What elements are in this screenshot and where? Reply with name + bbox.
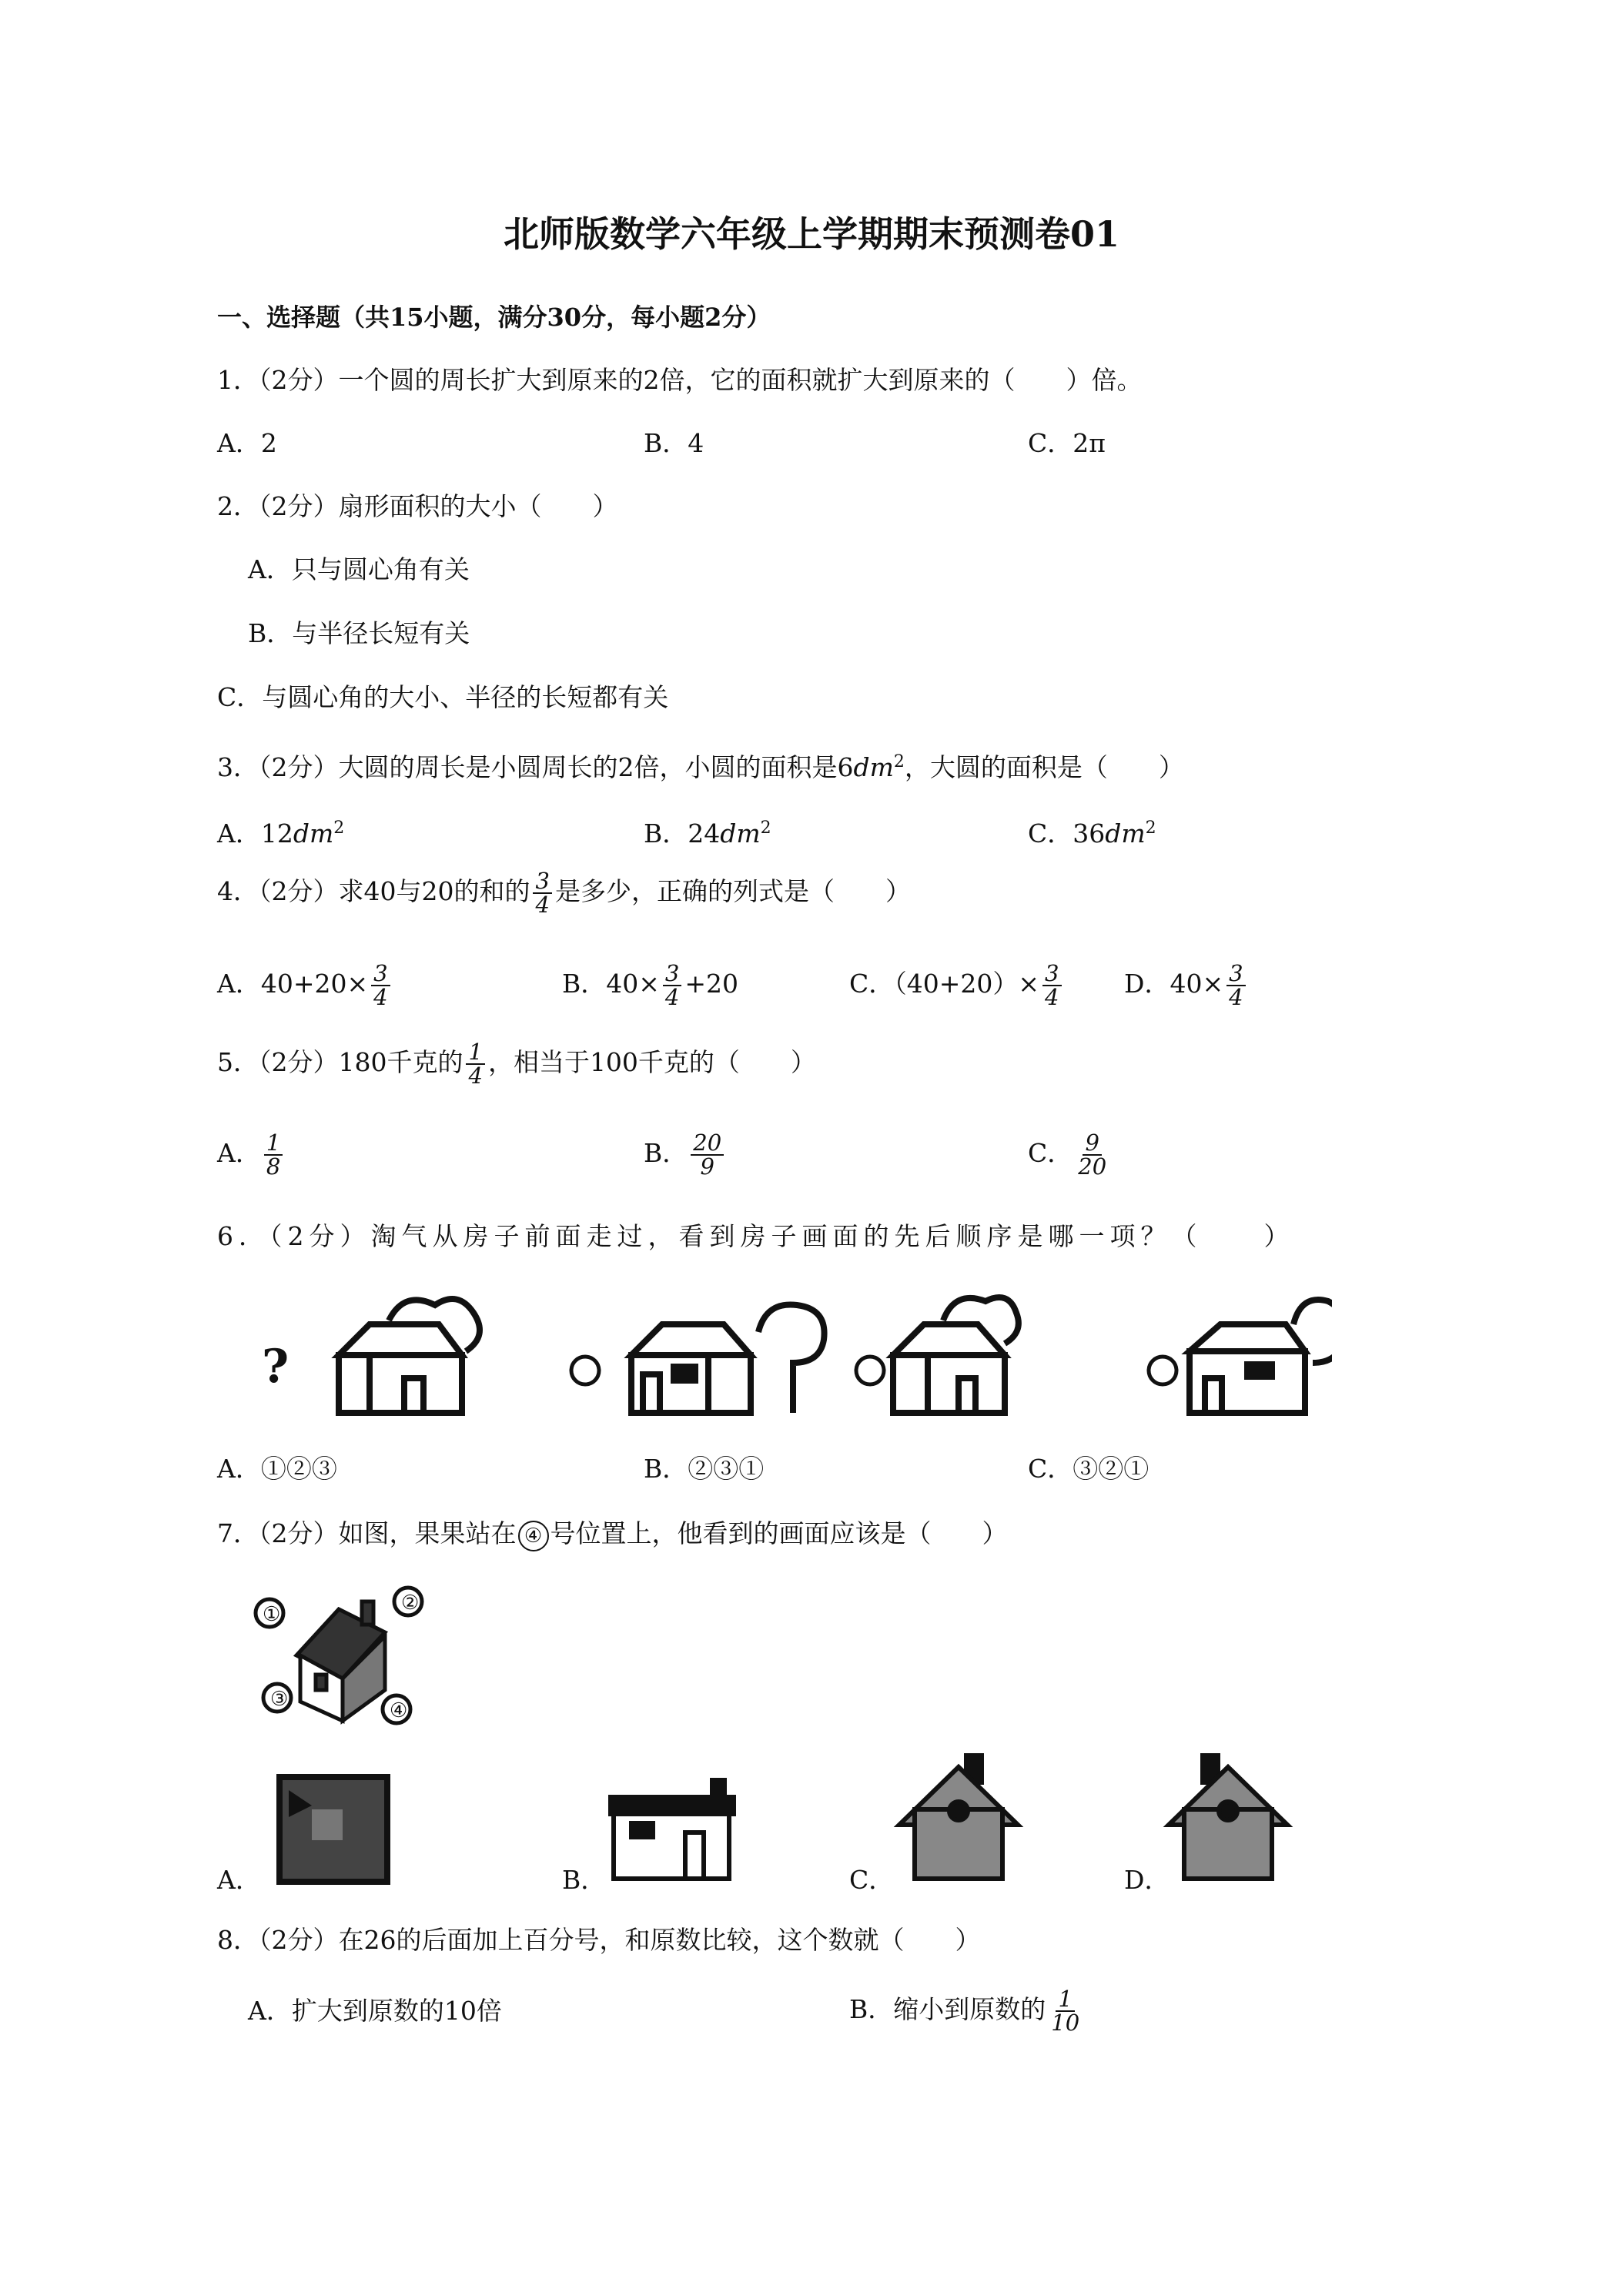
q7-option-c-image [893, 1748, 1024, 1886]
question-6: 6．（2分）淘气从房子前面走过，看到房子画面的先后顺序是哪一项？（ ） [217, 1221, 1295, 1251]
q3-stem-post: ，大圆的面积是（ ） [904, 752, 1184, 782]
question-5: 5．（2分）180千克的 $\frac{1}{4}$ ，相当于100千克的（ ） [217, 1039, 816, 1089]
q4-option-c: C．（40+20）× $\frac{3}{4}$ [849, 962, 1065, 1009]
q8-option-a: A．扩大到原数的10倍 [248, 1996, 502, 2026]
q6-house-sequence-figure [246, 1286, 1332, 1424]
position-label: ① [263, 1603, 281, 1626]
question-2: 2．（2分）扇形面积的大小（ ） [217, 491, 618, 521]
question-1: 1．（2分）一个圆的周长扩大到原来的2倍，它的面积就扩大到原来的（ ）倍。 [217, 365, 1143, 395]
q7-option-b-image [604, 1771, 743, 1886]
q5-option-a: A． $\frac{1}{8}$ [217, 1132, 286, 1178]
page-title: 北师版数学六年级上学期期末预测卷01 [503, 213, 1119, 255]
house-0-image [262, 1299, 480, 1413]
house-3-image [1149, 1300, 1332, 1413]
q2-option-a: A．只与圆心角有关 [248, 554, 470, 584]
svg-text:?: ? [262, 1340, 289, 1394]
q1-option-c: C．2π [1028, 428, 1106, 458]
position-label: ③ [270, 1688, 289, 1711]
q7-option-a: A． [217, 1865, 261, 1895]
q8-option-b: B．缩小到原数的 $\frac{1}{10}$ [849, 1986, 1080, 2036]
position-label: ④ [390, 1699, 408, 1722]
q3-option-b: B．$24dm^2$ [644, 818, 771, 848]
fraction: $\frac{3}{4}$ [533, 870, 551, 916]
q4-option-b: B．40× $\frac{3}{4}$ +20 [562, 960, 739, 1010]
q3-option-a: A．$12dm^2$ [217, 818, 345, 848]
question-8: 8．（2分）在26的后面加上百分号，和原数比较，这个数就（ ） [217, 1925, 981, 1955]
q6-option-b: B．②③① [644, 1454, 765, 1484]
q6-option-c: C．③②① [1028, 1454, 1149, 1484]
q7-option-a-image [273, 1771, 397, 1886]
house-1-image [571, 1304, 825, 1413]
question-4: 4．（2分）求40与20的和的 $\frac{3}{4}$ 是多少，正确的列式是（ ） [217, 868, 911, 918]
house-2-image [856, 1297, 1019, 1413]
q4-option-d: D．40× $\frac{3}{4}$ [1124, 962, 1249, 1009]
q3-option-c: C．$36dm^2$ [1028, 818, 1156, 848]
q7-option-d: D． [1124, 1865, 1170, 1895]
position-4-mark: ④ [518, 1521, 549, 1551]
q6-option-a: A．①②③ [217, 1454, 337, 1484]
q5-option-c: C． $\frac{9}{20}$ [1028, 1130, 1107, 1180]
q7-option-b: B． [562, 1865, 607, 1895]
q1-option-a: A．2 [217, 428, 277, 458]
q3-stem-sup: 2 [893, 752, 905, 771]
q4-option-a: A．40+20× $\frac{3}{4}$ [217, 962, 393, 1009]
position-label: ② [401, 1591, 420, 1615]
q5-option-b: B． $\frac{20}{9}$ [644, 1132, 727, 1178]
question-3 [217, 747, 1184, 783]
q7-house-positions-figure [246, 1578, 431, 1732]
q2-option-b: B．与半径长短有关 [248, 618, 470, 648]
q1-option-b: B．4 [644, 428, 704, 458]
q2-option-c: C．与圆心角的大小、半径的长短都有关 [217, 682, 669, 712]
section-heading: 一、选择题（共15小题，满分30分，每小题2分） [217, 303, 771, 332]
q3-stem-pre: 3．（2分）大圆的周长是小圆周长的2倍，小圆的面积是6 [217, 752, 854, 782]
q7-option-c: C． [849, 1865, 895, 1895]
q7-option-d-image [1163, 1748, 1293, 1886]
question-7: 7．（2分）如图，果果站在 ④ 号位置上，他看到的画面应该是（ ） [217, 1518, 1008, 1551]
q3-stem-unit: dm [853, 752, 894, 782]
